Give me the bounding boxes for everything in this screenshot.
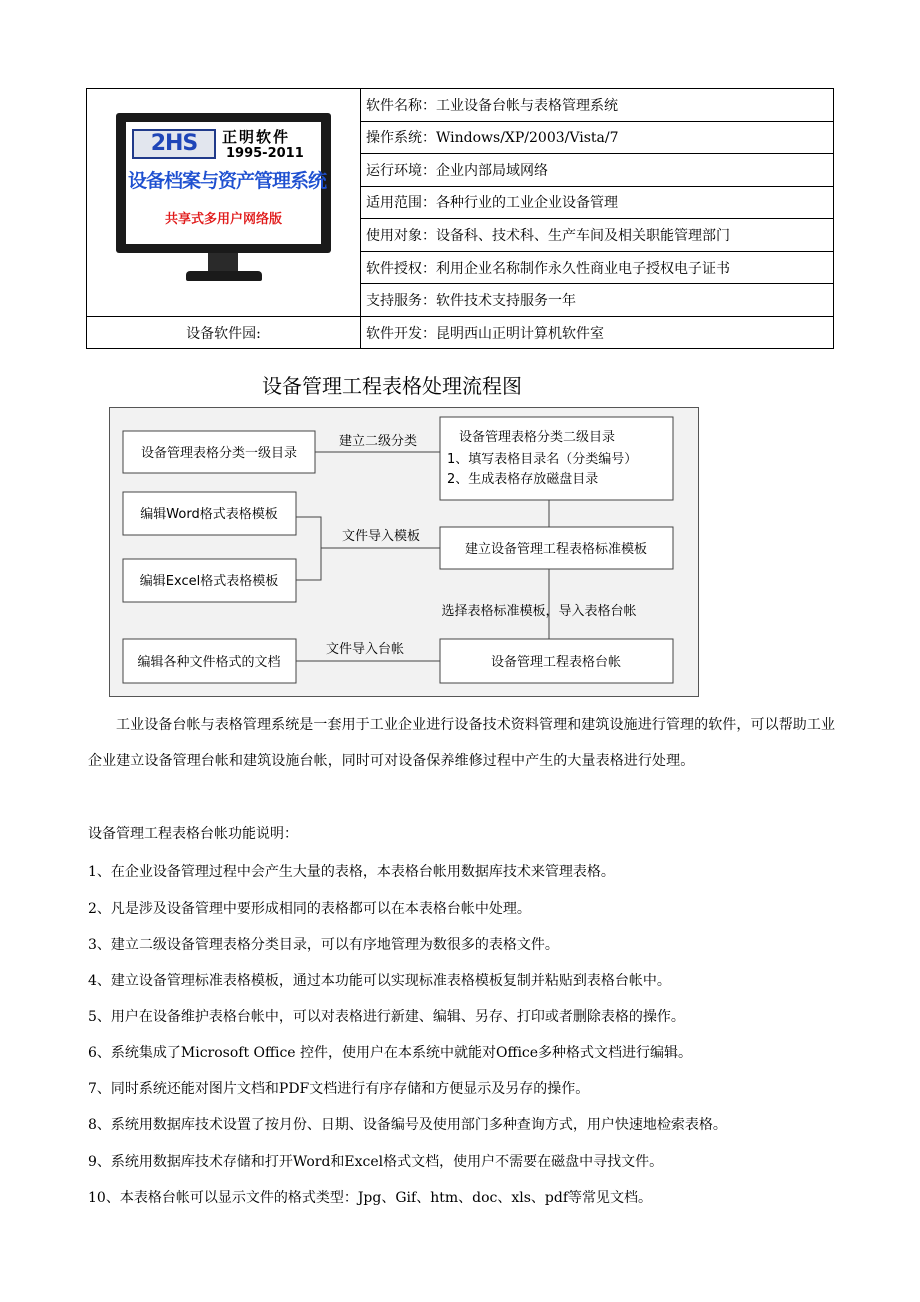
feature-item: 8、系统用数据库技术设置了按月份、日期、设备编号及使用部门多种查询方式，用户快速地检索表格。 [88,1117,727,1133]
box-level1-label: 设备管理表格分类一级目录 [140,446,298,461]
feature-item: 2、凡是涉及设备管理中要形成相同的表格都可以在本表格台帐中处理。 [88,901,531,917]
feature-item: 3、建立二级设备管理表格分类目录，可以有序地管理为数很多的表格文件。 [88,937,559,953]
feature-item: 6、系统集成了Microsoft Office 控件，使用户在本系统中就能对Office多种格式文档进行编辑。 [88,1045,693,1061]
box-docs-label: 编辑各种文件格式的文档 [137,655,281,670]
box-level2-step2: 2、生成表格存放磁盘目录 [447,472,599,487]
logo-cell [87,89,361,317]
info-row-users: 使用对象：设备科、技术科、生产车间及相关职能管理部门 [361,219,834,252]
monitor-stand-neck [208,253,238,273]
feature-item: 5、用户在设备维护表格台帐中，可以对表格进行新建、编辑、另存、打印或者删除表格的操作。 [88,1009,685,1025]
edge-label-select-template: 选择表格标准模板，导入表格台帐 [441,604,637,619]
monitor-stand-base [186,271,262,281]
software-park-label: 设备软件园: [87,317,361,349]
box-level2-step1: 1、填写表格目录名（分类编号） [447,452,638,467]
feature-item: 7、同时系统还能对图片文档和PDF文档进行有序存储和方便显示及另存的操作。 [88,1081,590,1097]
edge-label-import-template: 文件导入模板 [341,529,421,544]
box-ledger-label: 设备管理工程表格台帐 [490,655,622,670]
box-standard-label: 建立设备管理工程表格标准模板 [464,542,648,557]
feature-item: 9、系统用数据库技术存储和打开Word和Excel格式文档，使用户不需要在磁盘中寻找文件。 [88,1154,664,1170]
info-row-license: 软件授权：利用企业名称制作永久性商业电子授权电子证书 [361,251,834,284]
monitor-logo-image [116,113,331,293]
software-info-table [86,88,834,349]
feature-item: 10、本表格台帐可以显示文件的格式类型：Jpg、Gif、htm、doc、xls、pdf等常见文档。 [88,1190,653,1206]
features-heading: 设备管理工程表格台帐功能说明： [88,826,298,842]
monitor-screen [126,122,327,244]
flowchart-title: 设备管理工程表格处理流程图 [262,374,522,398]
box-word-label: 编辑Word格式表格模板 [140,507,278,522]
edge-label-build-level2: 建立二级分类 [338,434,418,449]
flowchart-diagram [109,407,699,697]
brand-years: 1995-2011 [226,145,304,161]
intro-paragraph: 工业设备台帐与表格管理系统是一套用于工业企业进行设备技术资料管理和建筑设施进行管理的软件，可以帮助工业企业建立设备管理台帐和建筑设施台帐，同时可对设备保养维修过程中产生的大量表格进行处理。 [88,717,836,769]
edge-label-import-ledger: 文件导入台帐 [325,642,405,657]
brand-name: 正明软件 [222,127,291,146]
product-name: 设备档案与资产管理系统 [128,169,327,192]
monitor-bezel [116,113,331,253]
feature-item: 4、建立设备管理标准表格模板，通过本功能可以实现标准表格模板复制并粘贴到表格台帐中。 [88,973,671,989]
info-row-scope: 适用范围：各种行业的工业企业设备管理 [361,186,834,219]
feature-item: 1、在企业设备管理过程中会产生大量的表格，本表格台帐用数据库技术来管理表格。 [88,864,615,880]
product-edition: 共享式多用户网络版 [164,211,282,227]
info-row-software-name: 软件名称：工业设备台帐与表格管理系统 [361,89,834,122]
info-row-developer: 软件开发：昆明西山正明计算机软件室 [361,317,834,349]
info-row-os: 操作系统：Windows/XP/2003/Vista/7 [361,121,834,154]
box-level2-title: 设备管理表格分类二级目录 [459,430,616,445]
box-excel-label: 编辑Excel格式表格模板 [139,574,279,589]
company-logo-mark: 2HS [132,129,216,159]
info-row-environment: 运行环境：企业内部局域网络 [361,154,834,187]
info-row-support: 支持服务：软件技术支持服务一年 [361,284,834,317]
